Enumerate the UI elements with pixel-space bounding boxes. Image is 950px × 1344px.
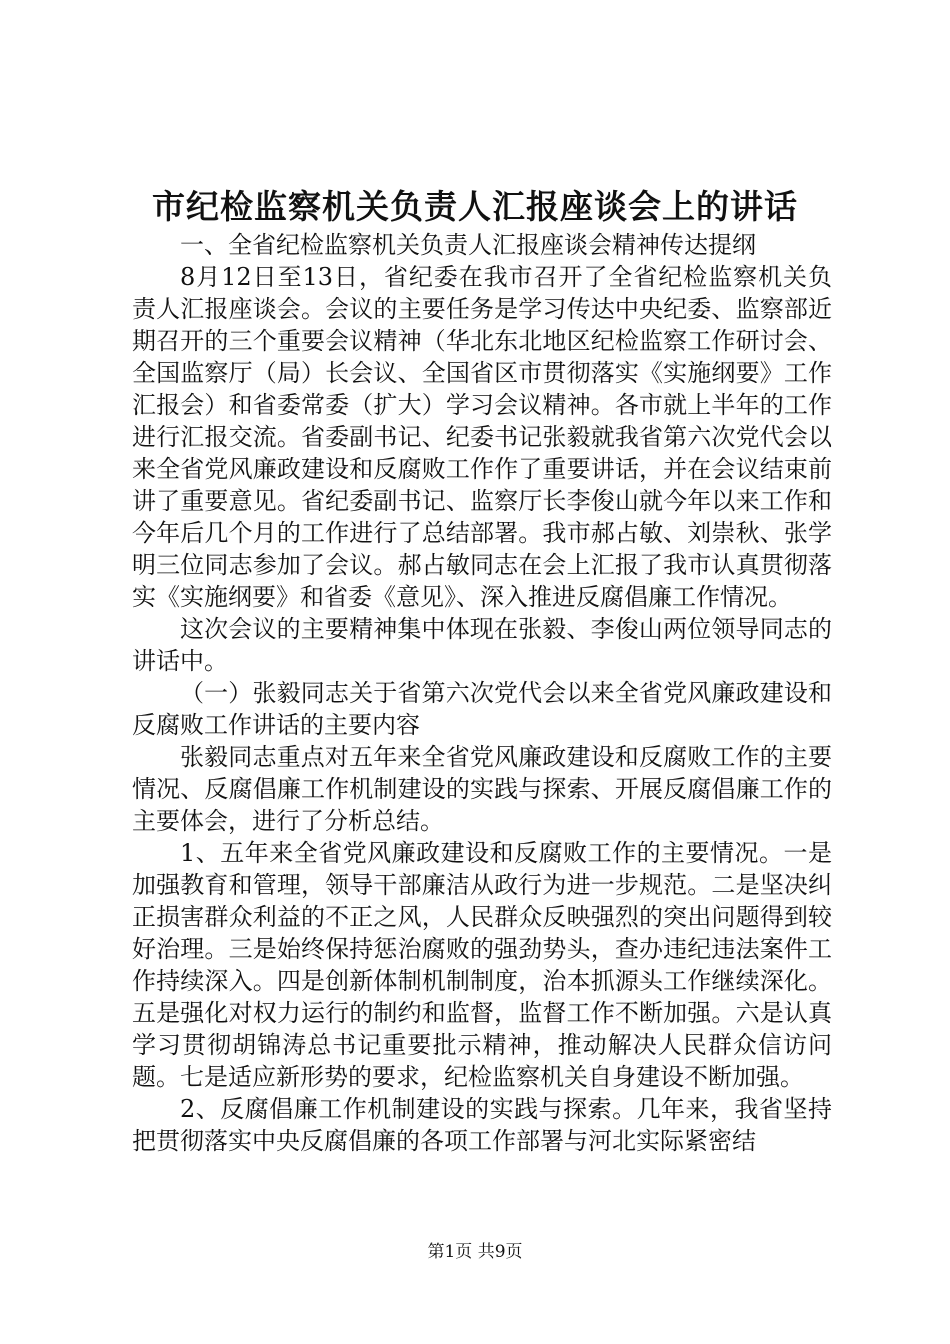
body-paragraph: 8月12日至13日，省纪委在我市召开了全省纪检监察机关负责人汇报座谈会。会议的主要任务是学习传达中央纪委、监察部近期召开的三个重要会议精神（华北东北地区纪检监察工作研讨会、全国监察厅（局）长会议、全国省区市贯彻落实《实施纲要》工作汇报会）和省委常委（扩大）学习会议精神。各市就上半年的工作进行汇报交流。省委副书记、纪委书记张毅就我省第六次党代会以来全省党风廉政建设和反腐败工作作了重要讲话，并在会议结束前讲了重要意见。省纪委副书记、监察厅长李俊山就今年以来工作和今年后几个月的工作进行了总结部署。我市郝占敏、刘崇秋、张学明三位同志参加了会议。郝占敏同志在会上汇报了我市认真贯彻落实《实施纲要》和省委《意见》、深入推进反腐倡廉工作情况。	[132, 263, 832, 611]
body-paragraph: 张毅同志重点对五年来全省党风廉政建设和反腐败工作的主要情况、反腐倡廉工作机制建设的实践与探索、开展反腐倡廉工作的主要体会，进行了分析总结。	[132, 743, 832, 835]
body-paragraph: 这次会议的主要精神集中体现在张毅、李俊山两位领导同志的讲话中。	[132, 615, 832, 675]
page-number-footer: 第1页 共9页	[427, 1242, 523, 1262]
body-paragraph: 2、反腐倡廉工作机制建设的实践与探索。几年来，我省坚持把贯彻落实中央反腐倡廉的各项工作部署与河北实际紧密结	[132, 1095, 832, 1155]
subsection-heading: （一）张毅同志关于省第六次党代会以来全省党风廉政建设和反腐败工作讲话的主要内容	[132, 679, 832, 739]
document-body	[132, 229, 832, 1157]
document-title: 市纪检监察机关负责人汇报座谈会上的讲话	[152, 187, 798, 226]
section-heading: 一、全省纪检监察机关负责人汇报座谈会精神传达提纲	[180, 231, 756, 259]
body-paragraph: 1、五年来全省党风廉政建设和反腐败工作的主要情况。一是加强教育和管理，领导干部廉洁从政行为进一步规范。二是坚决纠正损害群众利益的不正之风，人民群众反映强烈的突出问题得到较好治理。三是始终保持惩治腐败的强劲势头，查办违纪违法案件工作持续深入。四是创新体制机制制度，治本抓源头工作继续深化。五是强化对权力运行的制约和监督，监督工作不断加强。六是认真学习贯彻胡锦涛总书记重要批示精神，推动解决人民群众信访问题。七是适应新形势的要求，纪检监察机关自身建设不断加强。	[132, 839, 832, 1091]
